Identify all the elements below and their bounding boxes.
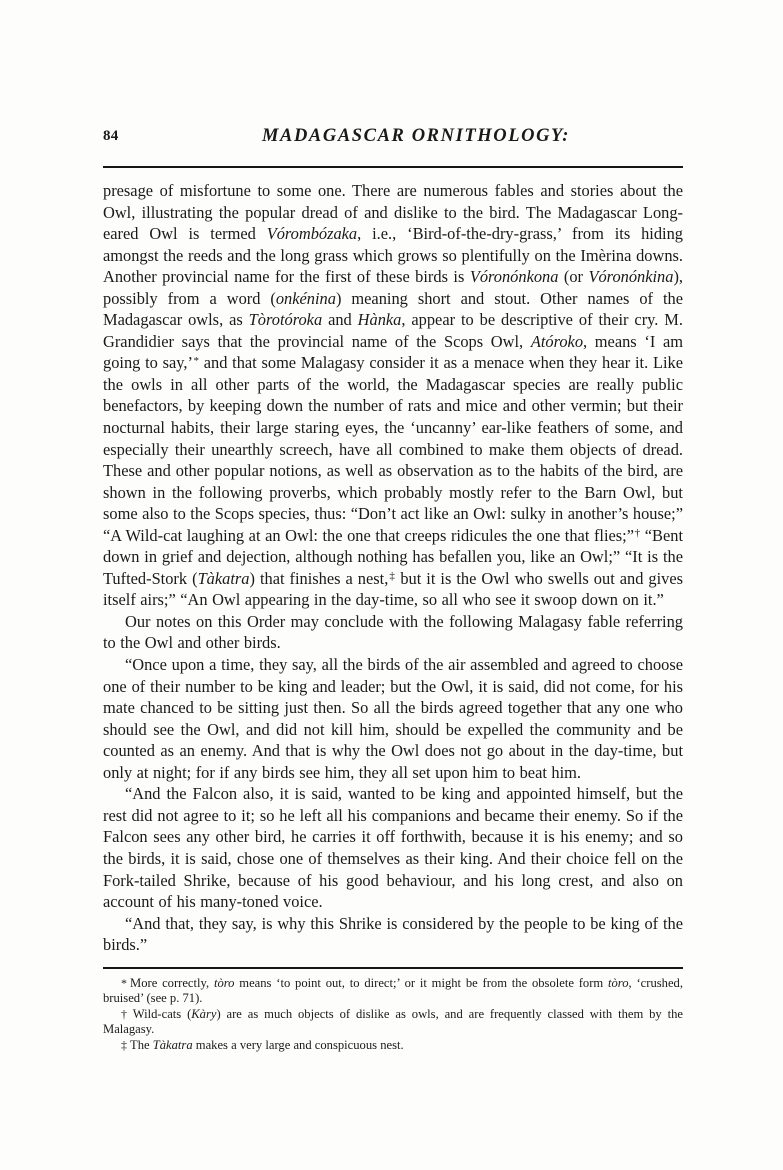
- text-run: , i.e., ‘Bird-of-the-dry-grass,’ from its hiding amongst the reeds and the long grass which grows so plentifully on the Imèrina downs. Another provincial name for the first of these birds is: [103, 224, 683, 287]
- text-run: The: [130, 1038, 153, 1053]
- text-run: makes a very large and conspicuous nest.: [192, 1038, 404, 1053]
- italic-term: onkénina: [275, 288, 336, 308]
- italic-term: Tàkatra: [152, 1038, 193, 1053]
- para-fable-intro: [103, 611, 683, 654]
- footnote-double-dagger: [103, 1038, 683, 1054]
- text-run: “Bent down in grief and dejection, although nothing has befallen you, like an Owl;” “It is the Tufted-Stork (: [103, 525, 683, 588]
- para-fable-two: [103, 783, 683, 912]
- italic-term: tòro: [608, 975, 629, 990]
- footnote-marker: †: [121, 1006, 130, 1021]
- page-folio-number: 84: [103, 128, 119, 144]
- italic-term: Hànka: [357, 310, 402, 330]
- footnote-asterisk: [103, 976, 683, 1007]
- text-run: presage of misfortune to some one. There are numerous fables and stories about the Owl, illustrating the popular dread of and dislike to the bird. The Madagascar Long-eared Owl is termed: [103, 181, 683, 244]
- running-head-title: MADAGASCAR ORNITHOLOGY:: [261, 126, 570, 146]
- italic-term: Vórombózaka: [266, 224, 358, 244]
- running-head: [103, 126, 683, 160]
- header-rule: [103, 166, 683, 168]
- para-fable-three: [103, 913, 683, 956]
- text-run: and: [322, 310, 358, 330]
- text-run: Wild-cats (: [132, 1006, 192, 1021]
- text-run: “And that, they say, is why this Shrike is considered by the people to be king of the birds.”: [103, 913, 683, 955]
- para-owl-names: [103, 180, 683, 611]
- text-run: ) that finishes a nest,: [249, 568, 389, 588]
- italic-term: Vóronónkona: [469, 267, 559, 287]
- footnotes-section: [103, 967, 683, 1054]
- body-text-column: [103, 180, 683, 956]
- para-fable-one: [103, 654, 683, 783]
- text-run: Our notes on this Order may conclude with the following Malagasy fable referring to the Owl and other birds.: [103, 611, 683, 653]
- text-run: More correctly,: [130, 975, 214, 990]
- text-run: , ‘crushed, bruised’ (see p. 71).: [103, 975, 683, 1006]
- footnote-list: [103, 976, 683, 1054]
- italic-term: Tòrotóroka: [248, 310, 323, 330]
- page-content: [103, 0, 683, 1054]
- text-run: but it is the Owl who swells out and gives itself airs;” “An Owl appearing in the day-time, so all who see it swoop down on it.”: [103, 568, 684, 610]
- italic-term: Kàry: [191, 1006, 217, 1021]
- text-run: , appear to be descriptive of their cry. M. Grandidier says that the provincial name of the Scops Owl,: [103, 310, 683, 351]
- text-run: means ‘to point out, to direct;’ or it might be from the obsolete form: [234, 975, 609, 990]
- footnote-rule: [103, 967, 683, 969]
- text-run: and that some Malagasy consider it as a menace when they hear it. Like the owls in all other parts of the world, the Madagascar species are really public benefactors, by keeping down the number of rats and mice and other vermin; but their nocturnal habits, their large staring eyes, the ‘uncanny’ ear-like feathers of some, and especially their unearthly screech, have all combined to make them objects of dread. These and other popular notions, as well as observation as to the habits of the bird, are shown in the following proverbs, which probably mostly refer to the Barn Owl, but some also to the Scops species, thus: “Don’t act like an Owl: sulky in another’s house;” “A Wild-cat laughing at an Owl: the one that creeps ridicules the one that flies;”: [103, 353, 683, 545]
- text-run: “And the Falcon also, it is said, wanted to be king and appointed himself, but the rest did not agree to it; so he left all his companions and became their enemy. So if the Falcon sees any other bird, he carries it off forthwith, because it is his enemy; and so the birds, it is said, chose one of themselves as their king. And their choice fell on the Fork-tailed Shrike, because of his good behaviour, and his long crest, and also on account of his many-toned voice.: [103, 784, 683, 912]
- italic-term: Atóroko: [530, 331, 584, 351]
- text-run: (or: [558, 267, 589, 287]
- italic-term: Tàkatra: [197, 568, 250, 588]
- footnote-marker: ‡: [121, 1038, 127, 1053]
- footnote-marker: *: [121, 975, 127, 990]
- text-run: ) are as much objects of dislike as owls, and are frequently classed with them by the Malagasy.: [103, 1006, 683, 1037]
- italic-term: Vóronónkina: [588, 267, 674, 287]
- footnote-marker: †: [634, 527, 641, 540]
- text-run: “Once upon a time, they say, all the birds of the air assembled and agreed to choose one of their number to be king and leader; but the Owl, it is said, did not come, for his mate chanced to be sitting just then. So all the birds agreed together that any one who should see the Owl, and did not kill him, should be expelled the community and be counted as an enemy. And that is why the Owl does not go about in the day-time, but only at night; for if any birds see him, they all set upon him to beat him.: [103, 655, 683, 782]
- text-run: ), possibly from a word (: [103, 267, 684, 308]
- italic-term: tòro: [213, 975, 235, 990]
- footnote-marker: *: [193, 354, 199, 367]
- footnote-dagger: [103, 1007, 683, 1038]
- text-run: , means ‘I am going to say,’: [103, 331, 683, 373]
- text-run: ) meaning short and stout. Other names of the Madagascar owls, as: [103, 288, 683, 330]
- footnote-marker: ‡: [388, 570, 396, 583]
